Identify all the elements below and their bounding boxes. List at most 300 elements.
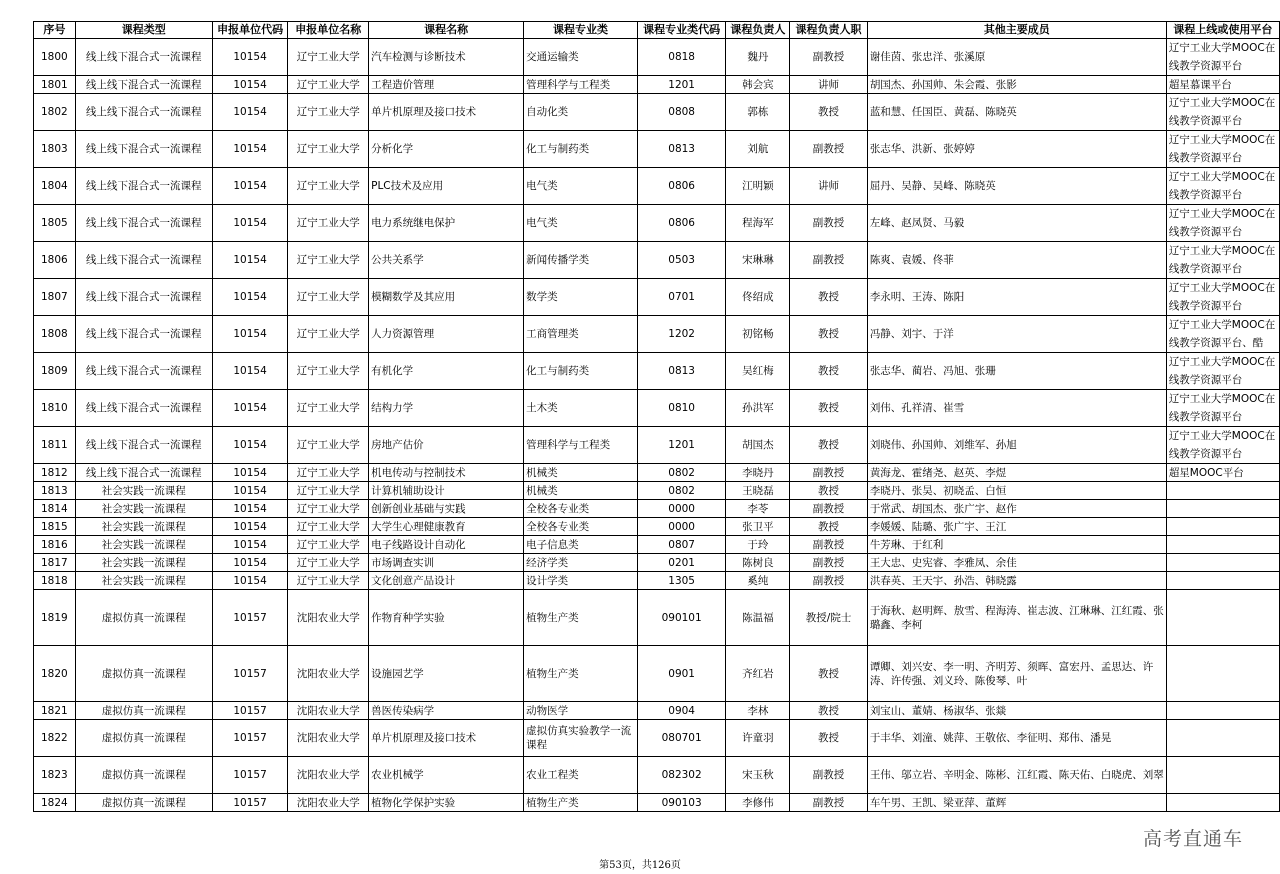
- cell-major-code: 080701: [637, 720, 726, 757]
- cell-lead-title: 副教授: [790, 757, 868, 794]
- cell-members: 车午男、王凯、梁亚萍、董辉: [867, 794, 1166, 812]
- cell-members: 王伟、邬立岩、辛明金、陈彬、江红霞、陈天佑、白晓虎、刘翠: [867, 757, 1166, 794]
- cell-course-name: 电力系统继电保护: [369, 205, 524, 242]
- cell-course-type: 线上线下混合式一流课程: [75, 205, 212, 242]
- cell-members: 于海秋、赵明辉、敖雪、程海涛、崔志波、江琳琳、江红霞、张璐鑫、李柯: [867, 590, 1166, 646]
- cell-course-name: 单片机原理及接口技术: [369, 720, 524, 757]
- cell-unit-code: 10154: [212, 94, 288, 131]
- cell-major-code: 0904: [637, 702, 726, 720]
- cell-members: 牛芳琳、于红利: [867, 536, 1166, 554]
- header-lead: 课程负责人: [726, 22, 790, 39]
- cell-unit-code: 10154: [212, 518, 288, 536]
- cell-platform: [1166, 482, 1279, 500]
- cell-lead: 程海军: [726, 205, 790, 242]
- cell-major-code: 0818: [637, 39, 726, 76]
- cell-major-code: 1202: [637, 316, 726, 353]
- cell-unit-name: 辽宁工业大学: [288, 131, 369, 168]
- cell-unit-code: 10157: [212, 757, 288, 794]
- cell-major-category: 植物生产类: [524, 794, 638, 812]
- cell-course-name: 人力资源管理: [369, 316, 524, 353]
- cell-course-type: 社会实践一流课程: [75, 500, 212, 518]
- cell-platform: [1166, 757, 1279, 794]
- cell-major-code: 0813: [637, 131, 726, 168]
- cell-unit-name: 辽宁工业大学: [288, 76, 369, 94]
- cell-course-name: 汽车检测与诊断技术: [369, 39, 524, 76]
- header-platform: 课程上线或使用平台: [1166, 22, 1279, 39]
- cell-major-category: 机械类: [524, 464, 638, 482]
- cell-major-category: 全校各专业类: [524, 518, 638, 536]
- cell-major-category: 交通运输类: [524, 39, 638, 76]
- cell-major-code: 082302: [637, 757, 726, 794]
- table-row: [34, 518, 1280, 536]
- cell-course-name: 作物育种学实验: [369, 590, 524, 646]
- cell-seq: 1811: [34, 427, 76, 464]
- cell-unit-code: 10154: [212, 572, 288, 590]
- table-row: [34, 316, 1280, 353]
- cell-seq: 1821: [34, 702, 76, 720]
- cell-unit-name: 辽宁工业大学: [288, 168, 369, 205]
- header-seq: 序号: [34, 22, 76, 39]
- cell-unit-code: 10154: [212, 482, 288, 500]
- cell-platform: [1166, 572, 1279, 590]
- header-major-category: 课程专业类: [524, 22, 638, 39]
- cell-unit-name: 辽宁工业大学: [288, 390, 369, 427]
- table-row: [34, 554, 1280, 572]
- cell-lead: 张卫平: [726, 518, 790, 536]
- cell-unit-code: 10154: [212, 554, 288, 572]
- table-row: [34, 702, 1280, 720]
- cell-unit-name: 辽宁工业大学: [288, 536, 369, 554]
- cell-lead: 宋琳琳: [726, 242, 790, 279]
- table-row: [34, 390, 1280, 427]
- cell-course-name: 模糊数学及其应用: [369, 279, 524, 316]
- cell-members: 刘伟、孔祥清、崔雪: [867, 390, 1166, 427]
- cell-lead-title: 副教授: [790, 572, 868, 590]
- cell-lead: 刘航: [726, 131, 790, 168]
- cell-unit-code: 10154: [212, 427, 288, 464]
- cell-seq: 1822: [34, 720, 76, 757]
- cell-unit-name: 辽宁工业大学: [288, 94, 369, 131]
- cell-lead: 陈树良: [726, 554, 790, 572]
- cell-major-category: 化工与制药类: [524, 131, 638, 168]
- cell-course-type: 线上线下混合式一流课程: [75, 279, 212, 316]
- cell-unit-code: 10154: [212, 39, 288, 76]
- table-row: [34, 720, 1280, 757]
- cell-members: 胡国杰、孙国帅、朱会霞、张影: [867, 76, 1166, 94]
- cell-lead-title: 副教授: [790, 554, 868, 572]
- cell-platform: [1166, 590, 1279, 646]
- cell-lead-title: 副教授: [790, 39, 868, 76]
- cell-platform: [1166, 702, 1279, 720]
- cell-platform: 超星慕课平台: [1166, 76, 1279, 94]
- table-row: [34, 464, 1280, 482]
- cell-seq: 1814: [34, 500, 76, 518]
- cell-members: 黄海龙、霍绪尧、赵英、李煜: [867, 464, 1166, 482]
- cell-members: 蓝和慧、任国臣、黄磊、陈晓英: [867, 94, 1166, 131]
- cell-seq: 1810: [34, 390, 76, 427]
- cell-major-category: 经济学类: [524, 554, 638, 572]
- cell-unit-name: 沈阳农业大学: [288, 646, 369, 702]
- cell-members: 洪春英、王天宇、孙浩、韩晓露: [867, 572, 1166, 590]
- cell-platform: [1166, 646, 1279, 702]
- cell-unit-name: 辽宁工业大学: [288, 518, 369, 536]
- table-row: [34, 482, 1280, 500]
- table-row: [34, 76, 1280, 94]
- cell-unit-name: 辽宁工业大学: [288, 242, 369, 279]
- cell-lead: 江明颖: [726, 168, 790, 205]
- cell-seq: 1819: [34, 590, 76, 646]
- cell-major-code: 0806: [637, 205, 726, 242]
- cell-unit-name: 辽宁工业大学: [288, 464, 369, 482]
- cell-seq: 1812: [34, 464, 76, 482]
- header-members: 其他主要成员: [867, 22, 1166, 39]
- cell-seq: 1800: [34, 39, 76, 76]
- cell-unit-code: 10154: [212, 464, 288, 482]
- cell-course-name: 设施园艺学: [369, 646, 524, 702]
- cell-course-name: 单片机原理及接口技术: [369, 94, 524, 131]
- cell-lead: 孙洪军: [726, 390, 790, 427]
- header-major-code: 课程专业类代码: [637, 22, 726, 39]
- cell-major-category: 自动化类: [524, 94, 638, 131]
- header-row: [34, 22, 1280, 39]
- cell-major-code: 0806: [637, 168, 726, 205]
- cell-major-code: 0807: [637, 536, 726, 554]
- cell-course-name: 房地产估价: [369, 427, 524, 464]
- cell-course-type: 虚拟仿真一流课程: [75, 794, 212, 812]
- header-unit-name: 申报单位名称: [288, 22, 369, 39]
- cell-major-code: 1305: [637, 572, 726, 590]
- cell-lead: 韩会宾: [726, 76, 790, 94]
- cell-lead: 齐红岩: [726, 646, 790, 702]
- cell-unit-name: 沈阳农业大学: [288, 720, 369, 757]
- cell-lead-title: 讲师: [790, 168, 868, 205]
- cell-major-category: 农业工程类: [524, 757, 638, 794]
- cell-unit-name: 辽宁工业大学: [288, 427, 369, 464]
- cell-unit-code: 10157: [212, 720, 288, 757]
- cell-unit-code: 10157: [212, 590, 288, 646]
- cell-course-name: 工程造价管理: [369, 76, 524, 94]
- cell-unit-name: 辽宁工业大学: [288, 39, 369, 76]
- cell-unit-name: 辽宁工业大学: [288, 279, 369, 316]
- cell-lead-title: 教授: [790, 720, 868, 757]
- cell-course-type: 线上线下混合式一流课程: [75, 316, 212, 353]
- cell-platform: 辽宁工业大学MOOC在线教学资源平台: [1166, 390, 1279, 427]
- table-row: [34, 39, 1280, 76]
- cell-course-type: 虚拟仿真一流课程: [75, 646, 212, 702]
- cell-members: 于丰华、刘潼、姚萍、王敬依、李征明、郑伟、潘晃: [867, 720, 1166, 757]
- header-unit-code: 申报单位代码: [212, 22, 288, 39]
- cell-seq: 1813: [34, 482, 76, 500]
- cell-members: 李媛媛、陆璐、张广宇、王江: [867, 518, 1166, 536]
- cell-lead: 郭栋: [726, 94, 790, 131]
- cell-major-code: 0808: [637, 94, 726, 131]
- cell-major-code: 090101: [637, 590, 726, 646]
- cell-unit-code: 10154: [212, 390, 288, 427]
- cell-seq: 1823: [34, 757, 76, 794]
- cell-unit-code: 10154: [212, 536, 288, 554]
- cell-course-type: 虚拟仿真一流课程: [75, 757, 212, 794]
- cell-course-type: 社会实践一流课程: [75, 482, 212, 500]
- cell-members: 左峰、赵凤贤、马毅: [867, 205, 1166, 242]
- cell-major-code: 1201: [637, 76, 726, 94]
- cell-platform: 辽宁工业大学MOOC在线教学资源平台: [1166, 168, 1279, 205]
- cell-major-category: 工商管理类: [524, 316, 638, 353]
- cell-major-category: 新闻传播学类: [524, 242, 638, 279]
- cell-major-code: 0802: [637, 482, 726, 500]
- cell-unit-code: 10157: [212, 794, 288, 812]
- table-row: [34, 353, 1280, 390]
- cell-lead: 李苓: [726, 500, 790, 518]
- cell-major-code: 1201: [637, 427, 726, 464]
- cell-major-category: 植物生产类: [524, 590, 638, 646]
- cell-course-type: 社会实践一流课程: [75, 554, 212, 572]
- cell-platform: [1166, 500, 1279, 518]
- cell-platform: [1166, 554, 1279, 572]
- cell-course-type: 虚拟仿真一流课程: [75, 590, 212, 646]
- cell-course-name: 机电传动与控制技术: [369, 464, 524, 482]
- cell-course-type: 线上线下混合式一流课程: [75, 353, 212, 390]
- cell-major-category: 全校各专业类: [524, 500, 638, 518]
- cell-course-type: 线上线下混合式一流课程: [75, 168, 212, 205]
- cell-course-name: 计算机辅助设计: [369, 482, 524, 500]
- cell-lead-title: 教授: [790, 279, 868, 316]
- cell-lead: 王晓磊: [726, 482, 790, 500]
- cell-unit-name: 辽宁工业大学: [288, 316, 369, 353]
- cell-seq: 1801: [34, 76, 76, 94]
- cell-lead-title: 讲师: [790, 76, 868, 94]
- cell-platform: [1166, 720, 1279, 757]
- cell-unit-code: 10154: [212, 76, 288, 94]
- cell-course-type: 线上线下混合式一流课程: [75, 76, 212, 94]
- cell-course-name: 植物化学保护实验: [369, 794, 524, 812]
- cell-unit-name: 辽宁工业大学: [288, 205, 369, 242]
- cell-members: 于常武、胡国杰、张广宇、赵作: [867, 500, 1166, 518]
- cell-lead-title: 副教授: [790, 242, 868, 279]
- cell-unit-code: 10157: [212, 702, 288, 720]
- table-row: [34, 131, 1280, 168]
- cell-members: 冯静、刘宇、于洋: [867, 316, 1166, 353]
- cell-lead-title: 副教授: [790, 500, 868, 518]
- cell-major-category: 电气类: [524, 205, 638, 242]
- cell-lead: 李林: [726, 702, 790, 720]
- cell-major-code: 0813: [637, 353, 726, 390]
- cell-platform: 辽宁工业大学MOOC在线教学资源平台: [1166, 353, 1279, 390]
- cell-unit-name: 沈阳农业大学: [288, 794, 369, 812]
- cell-major-category: 化工与制药类: [524, 353, 638, 390]
- cell-seq: 1809: [34, 353, 76, 390]
- cell-members: 陈爽、袁媛、佟菲: [867, 242, 1166, 279]
- table-row: [34, 427, 1280, 464]
- cell-major-code: 0000: [637, 500, 726, 518]
- table-row: [34, 94, 1280, 131]
- cell-course-type: 线上线下混合式一流课程: [75, 131, 212, 168]
- cell-members: 屈丹、吴静、吴峰、陈晓英: [867, 168, 1166, 205]
- cell-course-name: 结构力学: [369, 390, 524, 427]
- table-row: [34, 279, 1280, 316]
- cell-seq: 1824: [34, 794, 76, 812]
- cell-course-name: 电子线路设计自动化: [369, 536, 524, 554]
- cell-course-type: 社会实践一流课程: [75, 518, 212, 536]
- table-row: [34, 590, 1280, 646]
- cell-lead-title: 教授: [790, 518, 868, 536]
- cell-major-category: 动物医学: [524, 702, 638, 720]
- cell-unit-code: 10154: [212, 168, 288, 205]
- cell-lead-title: 副教授: [790, 205, 868, 242]
- cell-members: 刘宝山、董婧、杨淑华、张燚: [867, 702, 1166, 720]
- cell-lead-title: 副教授: [790, 794, 868, 812]
- table-row: [34, 168, 1280, 205]
- cell-unit-code: 10154: [212, 131, 288, 168]
- cell-seq: 1802: [34, 94, 76, 131]
- cell-lead-title: 副教授: [790, 131, 868, 168]
- cell-platform: 辽宁工业大学MOOC在线教学资源平台: [1166, 205, 1279, 242]
- cell-unit-name: 沈阳农业大学: [288, 757, 369, 794]
- cell-lead: 胡国杰: [726, 427, 790, 464]
- cell-course-name: 文化创意产品设计: [369, 572, 524, 590]
- cell-seq: 1803: [34, 131, 76, 168]
- cell-seq: 1807: [34, 279, 76, 316]
- cell-course-type: 线上线下混合式一流课程: [75, 464, 212, 482]
- cell-seq: 1818: [34, 572, 76, 590]
- cell-platform: 辽宁工业大学MOOC在线教学资源平台: [1166, 131, 1279, 168]
- cell-members: 张志华、洪新、张婷婷: [867, 131, 1166, 168]
- cell-course-name: 有机化学: [369, 353, 524, 390]
- cell-seq: 1808: [34, 316, 76, 353]
- cell-lead-title: 教授: [790, 427, 868, 464]
- cell-lead: 佟绍成: [726, 279, 790, 316]
- cell-lead: 许童羽: [726, 720, 790, 757]
- cell-course-type: 线上线下混合式一流课程: [75, 94, 212, 131]
- cell-major-category: 虚拟仿真实验教学一流课程: [524, 720, 638, 757]
- cell-major-category: 设计学类: [524, 572, 638, 590]
- cell-platform: [1166, 536, 1279, 554]
- table-row: [34, 646, 1280, 702]
- cell-major-category: 电子信息类: [524, 536, 638, 554]
- cell-lead-title: 教授: [790, 702, 868, 720]
- cell-course-name: 公共关系学: [369, 242, 524, 279]
- cell-platform: 辽宁工业大学MOOC在线教学资源平台: [1166, 39, 1279, 76]
- cell-seq: 1816: [34, 536, 76, 554]
- cell-lead: 陈温福: [726, 590, 790, 646]
- cell-members: 谭卿、刘兴安、李一明、齐明芳、须晖、富宏丹、孟思达、许涛、许传强、刘义玲、陈俊琴、叶: [867, 646, 1166, 702]
- cell-seq: 1805: [34, 205, 76, 242]
- cell-major-category: 电气类: [524, 168, 638, 205]
- cell-members: 李永明、王涛、陈阳: [867, 279, 1166, 316]
- cell-lead-title: 副教授: [790, 536, 868, 554]
- cell-unit-code: 10157: [212, 646, 288, 702]
- cell-major-code: 0201: [637, 554, 726, 572]
- cell-seq: 1817: [34, 554, 76, 572]
- cell-lead: 吴红梅: [726, 353, 790, 390]
- cell-unit-name: 沈阳农业大学: [288, 590, 369, 646]
- table-row: [34, 242, 1280, 279]
- cell-platform: 辽宁工业大学MOOC在线教学资源平台: [1166, 94, 1279, 131]
- table-row: [34, 205, 1280, 242]
- cell-lead-title: 教授: [790, 390, 868, 427]
- cell-lead: 初铭畅: [726, 316, 790, 353]
- cell-platform: [1166, 518, 1279, 536]
- cell-platform: 超星MOOC平台: [1166, 464, 1279, 482]
- cell-unit-name: 辽宁工业大学: [288, 482, 369, 500]
- cell-lead-title: 教授: [790, 94, 868, 131]
- cell-platform: 辽宁工业大学MOOC在线教学资源平台: [1166, 242, 1279, 279]
- cell-major-category: 植物生产类: [524, 646, 638, 702]
- cell-unit-name: 辽宁工业大学: [288, 353, 369, 390]
- cell-lead: 宋玉秋: [726, 757, 790, 794]
- cell-lead-title: 副教授: [790, 464, 868, 482]
- cell-lead: 李晓丹: [726, 464, 790, 482]
- cell-course-name: 兽医传染病学: [369, 702, 524, 720]
- header-lead-title: 课程负责人职: [790, 22, 868, 39]
- cell-lead-title: 教授/院士: [790, 590, 868, 646]
- cell-seq: 1804: [34, 168, 76, 205]
- cell-lead-title: 教授: [790, 646, 868, 702]
- cell-unit-name: 辽宁工业大学: [288, 572, 369, 590]
- cell-course-type: 社会实践一流课程: [75, 536, 212, 554]
- page-footer: 第53页，共126页: [599, 860, 681, 871]
- cell-lead: 奚纯: [726, 572, 790, 590]
- cell-lead-title: 教授: [790, 353, 868, 390]
- cell-members: 王大忠、史宪睿、李雅凤、余佳: [867, 554, 1166, 572]
- cell-course-name: 大学生心理健康教育: [369, 518, 524, 536]
- table-row: [34, 794, 1280, 812]
- cell-members: 谢佳茵、张忠洋、张溪原: [867, 39, 1166, 76]
- cell-major-code: 0810: [637, 390, 726, 427]
- cell-major-code: 0503: [637, 242, 726, 279]
- header-course-name: 课程名称: [369, 22, 524, 39]
- cell-platform: 辽宁工业大学MOOC在线教学资源平台、酷: [1166, 316, 1279, 353]
- cell-course-name: 分析化学: [369, 131, 524, 168]
- cell-major-category: 管理科学与工程类: [524, 427, 638, 464]
- cell-unit-code: 10154: [212, 242, 288, 279]
- cell-unit-code: 10154: [212, 353, 288, 390]
- cell-lead: 魏丹: [726, 39, 790, 76]
- cell-course-type: 线上线下混合式一流课程: [75, 242, 212, 279]
- cell-major-category: 管理科学与工程类: [524, 76, 638, 94]
- cell-unit-code: 10154: [212, 500, 288, 518]
- cell-unit-name: 沈阳农业大学: [288, 702, 369, 720]
- table-row: [34, 500, 1280, 518]
- cell-course-type: 虚拟仿真一流课程: [75, 702, 212, 720]
- cell-major-code: 0901: [637, 646, 726, 702]
- cell-major-category: 机械类: [524, 482, 638, 500]
- cell-major-code: 0802: [637, 464, 726, 482]
- cell-platform: [1166, 794, 1279, 812]
- cell-course-type: 社会实践一流课程: [75, 572, 212, 590]
- cell-unit-code: 10154: [212, 205, 288, 242]
- cell-lead: 于玲: [726, 536, 790, 554]
- cell-course-type: 线上线下混合式一流课程: [75, 427, 212, 464]
- cell-major-category: 土木类: [524, 390, 638, 427]
- cell-course-name: 农业机械学: [369, 757, 524, 794]
- cell-lead: 李修伟: [726, 794, 790, 812]
- header-course-type: 课程类型: [75, 22, 212, 39]
- cell-course-name: 市场调查实训: [369, 554, 524, 572]
- table-row: [34, 536, 1280, 554]
- cell-course-type: 线上线下混合式一流课程: [75, 39, 212, 76]
- cell-course-name: 创新创业基础与实践: [369, 500, 524, 518]
- cell-course-type: 线上线下混合式一流课程: [75, 390, 212, 427]
- table-row: [34, 572, 1280, 590]
- cell-platform: 辽宁工业大学MOOC在线教学资源平台: [1166, 427, 1279, 464]
- course-table: [33, 21, 1280, 812]
- cell-seq: 1806: [34, 242, 76, 279]
- cell-seq: 1815: [34, 518, 76, 536]
- cell-major-category: 数学类: [524, 279, 638, 316]
- cell-members: 李晓丹、张昊、初晓孟、白恒: [867, 482, 1166, 500]
- cell-course-name: PLC技术及应用: [369, 168, 524, 205]
- cell-unit-code: 10154: [212, 279, 288, 316]
